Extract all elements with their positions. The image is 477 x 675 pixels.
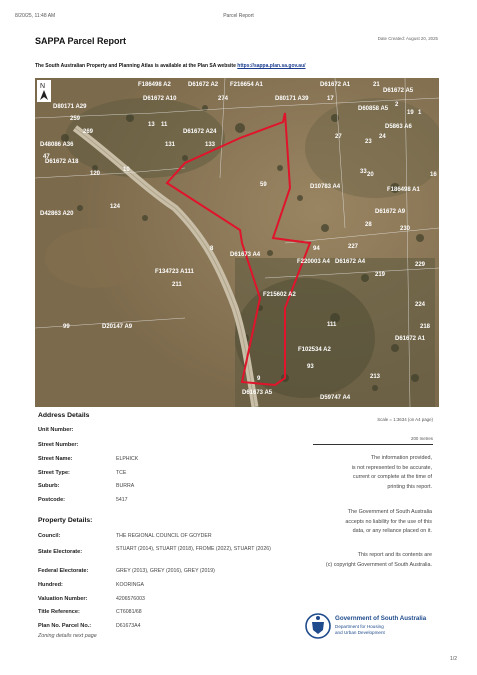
map-label: 93: [307, 364, 314, 370]
report-title: SAPPA Parcel Report: [35, 36, 127, 46]
map-label: 8: [210, 246, 214, 252]
map-label: D61672 A1: [320, 82, 351, 88]
plan-parcel-value: D61673A4: [116, 623, 141, 629]
intro-text: [35, 63, 306, 69]
zoning-note: Zoning details next page: [38, 633, 97, 639]
disclaimer-line: printing this report.: [387, 483, 432, 490]
map-label: D61672 A1: [395, 336, 426, 342]
map-label: 11: [161, 122, 168, 128]
map-label: 33: [360, 169, 367, 175]
map-label: 24: [379, 134, 386, 140]
map-label: 219: [375, 272, 386, 278]
postcode-value: 5417: [116, 497, 128, 503]
map-label: 59: [260, 182, 267, 188]
map-label: 17: [327, 96, 334, 102]
svg-text:N: N: [40, 83, 46, 90]
map-label: 10: [123, 167, 130, 173]
map-label: D61672 A24: [183, 129, 217, 135]
map-label: 9: [257, 376, 261, 382]
council-value: THE REGIONAL COUNCIL OF GOYDER: [116, 533, 212, 539]
map-label: D60858 A5: [358, 106, 389, 112]
title-reference-value: CT6081/68: [116, 609, 142, 615]
federal-electorate-label: Federal Electorate:: [38, 568, 89, 574]
map-label: 13: [148, 122, 155, 128]
map-label: 229: [415, 262, 426, 268]
map-label: F220003 A4: [297, 259, 330, 265]
scale-bar-label: 200 metres: [411, 436, 433, 441]
map-label: 2: [395, 102, 399, 108]
map-label: 133: [205, 142, 216, 148]
state-electorate-label: State Electorate:: [38, 549, 83, 555]
federal-electorate-value: GREY (2013), GREY (2016), GREY (2019): [116, 568, 215, 574]
map-label: D42863 A20: [40, 211, 74, 217]
map-label: 124: [110, 204, 121, 210]
street-number-label: Street Number:: [38, 442, 79, 448]
print-datetime: 8/20/25, 11:48 AM: [15, 13, 56, 19]
map-label: D61672 A18: [45, 159, 79, 165]
map-label: 218: [420, 324, 431, 330]
hundred-label: Hundred:: [38, 582, 63, 588]
disclaimer-line: This report and its contents are: [357, 552, 432, 558]
map-label: D80171 A29: [53, 104, 87, 110]
map-label: D80171 A39: [275, 96, 309, 102]
map-label: D10783 A4: [310, 184, 341, 190]
valuation-value: 4206576003: [116, 596, 145, 602]
map-label: D61673 A4: [230, 252, 261, 258]
aerial-map[interactable]: [35, 78, 439, 407]
title-reference-label: Title Reference:: [38, 609, 80, 615]
date-created: Date Created: August 20, 2025: [377, 36, 438, 41]
plansa-link[interactable]: https://sappa.plan.sa.gov.au/: [237, 63, 306, 69]
map-label: F186498 A2: [138, 82, 171, 88]
disclaimer-accuracy: [262, 454, 432, 492]
disclaimer-liability: [262, 508, 432, 537]
map-label: 131: [165, 142, 176, 148]
disclaimer-line: (c) copyright Government of South Australia.: [325, 561, 432, 568]
map-label: 269: [83, 129, 94, 135]
address-heading: Address Details: [38, 412, 90, 419]
coat-of-arms-icon: [304, 612, 332, 642]
map-label: 230: [400, 226, 411, 232]
map-label: 224: [415, 302, 426, 308]
map-label: 16: [430, 172, 437, 178]
logo-department: [335, 624, 385, 636]
state-electorate-value: STUART (2014), STUART (2018), FROME (2022), STUART (2026): [116, 546, 271, 552]
department-line: Department for Housing: [335, 624, 384, 629]
map-label: 47: [43, 154, 50, 160]
map-label: D61672 A4: [335, 259, 366, 265]
disclaimer-line: is not represented to be accurate,: [351, 464, 432, 471]
street-name-label: Street Name:: [38, 456, 73, 462]
disclaimer-line: current or complete at the time of: [352, 474, 432, 481]
unit-number-label: Unit Number:: [38, 427, 74, 433]
map-label: D61672 A2: [188, 82, 219, 88]
map-label: D59747 A4: [320, 395, 351, 401]
map-label: 259: [70, 116, 81, 122]
map-label: F216654 A1: [230, 82, 263, 88]
hundred-value: KOORINGA: [116, 582, 144, 588]
intro-sentence: The South Australian Property and Planning Atlas is available at the Plan SA website: [35, 63, 238, 69]
street-type-label: Street Type:: [38, 470, 70, 476]
map-label: 27: [335, 134, 342, 140]
street-type-value: TCE: [116, 470, 127, 476]
map-label: 213: [370, 374, 381, 380]
map-label: 21: [373, 82, 380, 88]
suburb-label: Suburb:: [38, 483, 60, 489]
map-label: F134723 A111: [155, 269, 194, 275]
plan-parcel-label: Plan No. Parcel No.:: [38, 623, 92, 629]
map-label: 94: [313, 246, 320, 252]
map-label: D61672 A9: [375, 209, 406, 215]
map-image: [35, 78, 439, 407]
north-arrow-icon: [37, 80, 51, 102]
department-line: and Urban Development: [335, 629, 385, 635]
street-name-value: ELPHICK: [116, 456, 139, 462]
map-label: 99: [63, 324, 70, 330]
map-label: D48086 A36: [40, 142, 74, 148]
map-label: 20: [367, 172, 374, 178]
council-label: Council:: [38, 533, 61, 539]
valuation-label: Valuation Number:: [38, 596, 88, 602]
map-label: D61672 A5: [383, 88, 414, 94]
map-label: 211: [172, 282, 182, 288]
map-label: 227: [348, 244, 359, 250]
map-label: F186498 A1: [387, 187, 420, 193]
map-label: F215602 A2: [263, 292, 296, 298]
disclaimer-line: data, or any reliance placed on it.: [352, 528, 432, 535]
disclaimer-copyright: [262, 551, 432, 570]
page-number: 1/2: [450, 656, 457, 662]
map-label: D61672 A10: [143, 96, 177, 102]
map-label: D20147 A9: [102, 324, 133, 330]
map-label: D61673 A5: [242, 390, 273, 396]
map-label: 120: [90, 171, 101, 177]
disclaimer-line: The information provided,: [370, 455, 432, 461]
postcode-label: Postcode:: [38, 497, 66, 503]
logo-org-name: Government of South Australia: [335, 615, 427, 622]
map-label: D5863 A6: [385, 124, 412, 130]
map-label: 1: [418, 110, 422, 116]
disclaimer-line: accepts no liability for the use of this: [345, 518, 432, 525]
property-heading: Property Details:: [38, 517, 93, 524]
print-page-title: Parcel Report: [223, 13, 254, 19]
scale-ratio: Scale = 1:3634 (on A4 page): [377, 417, 433, 422]
map-label: 111: [327, 322, 337, 328]
map-label: 23: [365, 139, 372, 145]
map-label: 19: [407, 110, 414, 116]
suburb-value: BURRA: [116, 483, 135, 489]
map-label: F102534 A2: [298, 347, 331, 353]
map-label: 28: [365, 222, 372, 228]
map-label: 274: [218, 96, 229, 102]
disclaimer-line: The Government of South Australia: [347, 509, 432, 515]
